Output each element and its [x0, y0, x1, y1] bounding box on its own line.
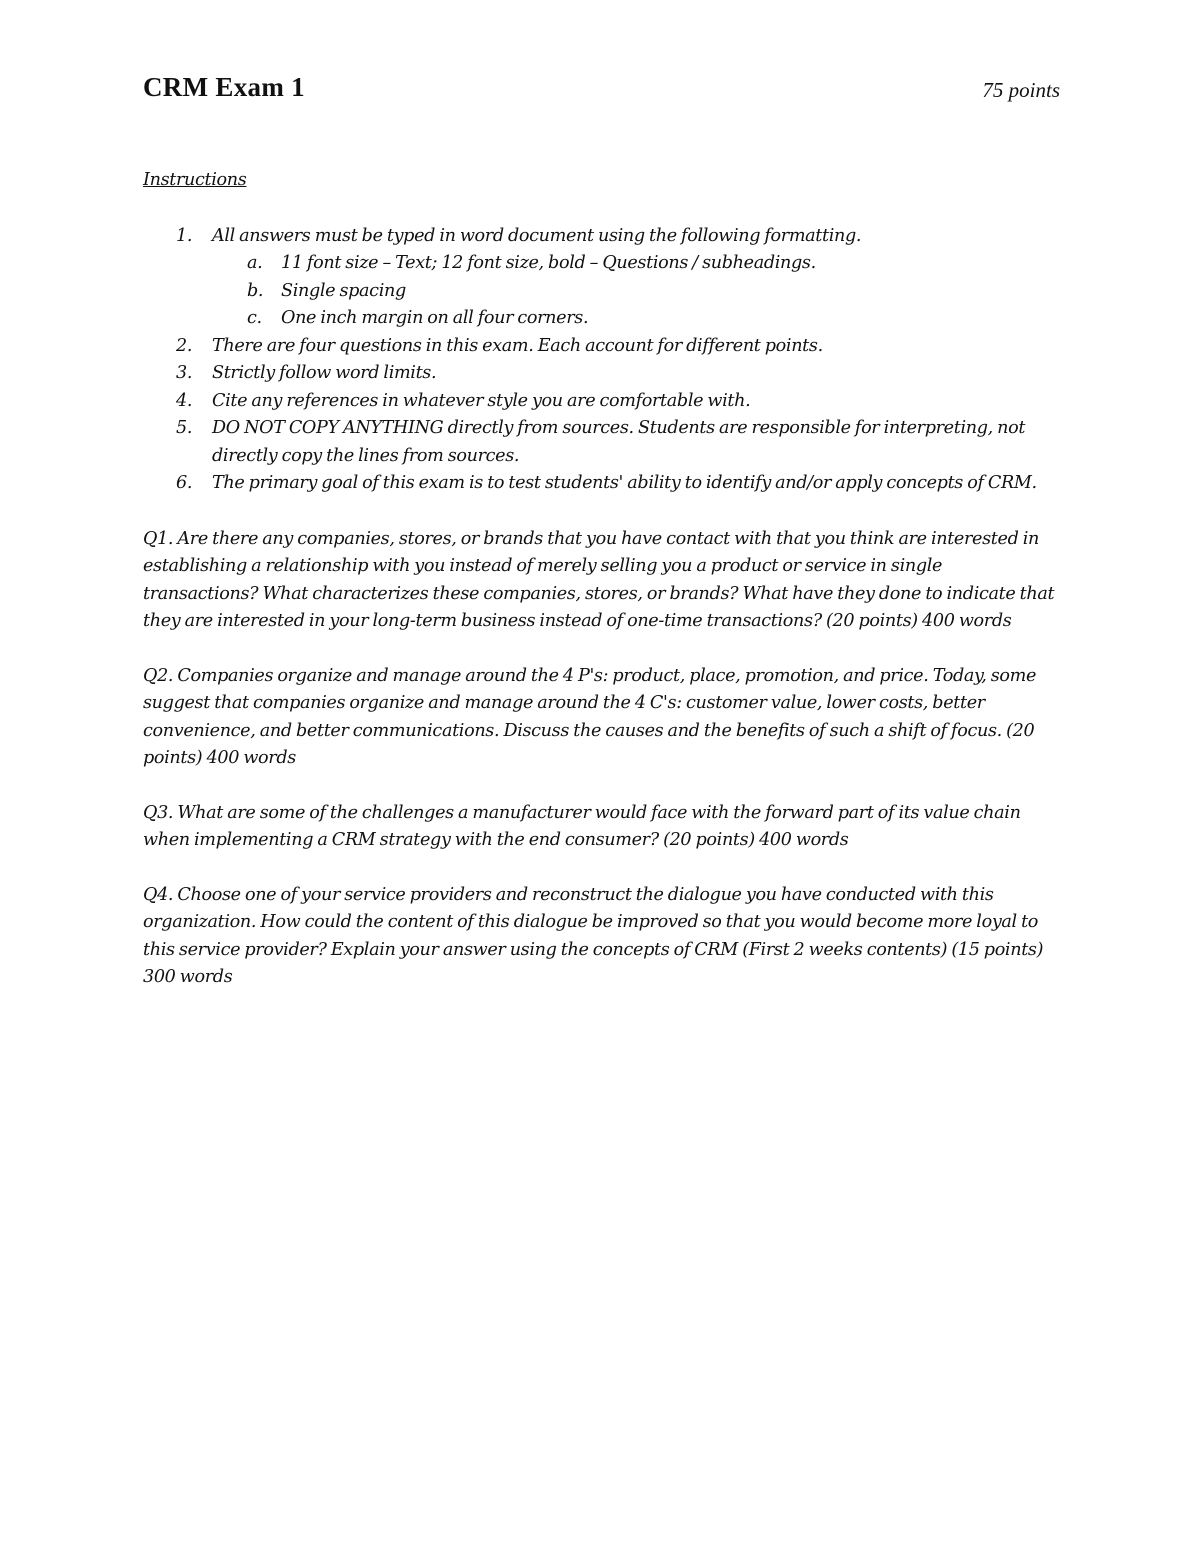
instruction-number: 5.: [176, 418, 193, 438]
page-header: [143, 72, 1060, 112]
instruction-item: [143, 388, 1060, 416]
instruction-text: There are four questions in this exam. Each account for different points.: [212, 335, 823, 356]
sub-instruction-letter: a.: [247, 253, 263, 273]
formatting-sublist: [212, 250, 1060, 333]
sub-instruction-item: [212, 250, 1060, 278]
sub-instruction-text: 11 font size – Text; 12 font size, bold – Questions / subheadings.: [281, 253, 816, 273]
sub-instruction-text: One inch margin on all four corners.: [281, 308, 589, 328]
instruction-item: [143, 360, 1060, 388]
sub-instruction-item: [212, 305, 1060, 333]
instruction-number: 3.: [176, 363, 193, 383]
instruction-number: 1.: [176, 225, 193, 246]
exam-content: [143, 167, 1060, 992]
instruction-text: All answers must be typed in word document using the following formatting.: [212, 225, 862, 246]
instruction-text: DO NOT COPY ANYTHING directly from sources. Students are responsible for interpreting, not directly copy the lines from sources.: [212, 418, 1026, 466]
sub-instruction-text: Single spacing: [281, 280, 406, 301]
instruction-text: Cite any references in whatever style you are comfortable with.: [212, 390, 751, 411]
instruction-text: Strictly follow word limits.: [212, 363, 437, 383]
exam-title: CRM Exam 1: [143, 72, 305, 102]
instructions-list: [143, 223, 1060, 498]
instructions-heading: Instructions: [143, 170, 247, 190]
question-4: Q4. Choose one of your service providers and reconstruct the dialogue you have conducted with this organization. How could the content of this dialogue be improved so that you would become more loyal to this service provider? Explain your answer using the concepts of CRM (First 2 weeks contents) (15 points) 300 words: [143, 884, 1044, 987]
instruction-number: 6.: [176, 473, 193, 493]
sub-instruction-item: [212, 278, 1060, 306]
sub-instruction-letter: c.: [247, 308, 262, 328]
question-3: Q3. What are some of the challenges a manufacturer would face with the forward part of its value chain when implementing a CRM strategy with the end consumer? (20 points) 400 words: [143, 802, 1021, 850]
total-points: 75 points: [982, 78, 1060, 102]
instruction-item: [143, 415, 1060, 470]
instruction-number: 4.: [176, 390, 193, 411]
question-2: Q2. Companies organize and manage around the 4 P's: product, place, promotion, and price. Today, some suggest that companies organize and manage around the 4 C's: customer value, lower costs, better convenience, and better communications. Discuss the causes and the benefits of such a shift of focus. (20 points) 400 words: [143, 665, 1037, 768]
instruction-number: 2.: [176, 335, 193, 356]
instruction-text: The primary goal of this exam is to test students' ability to identify and/or apply concepts of CRM.: [212, 473, 1037, 493]
question-1: Q1. Are there any companies, stores, or brands that you have contact with that you think are interested in establishing a relationship with you instead of merely selling you a product or service in single transactions? What characterizes these companies, stores, or brands? What have they done to indicate that they are interested in your long-term business instead of one-time transactions? (20 points) 400 words: [143, 528, 1055, 631]
instruction-item: [143, 470, 1060, 498]
sub-instruction-letter: b.: [247, 280, 264, 301]
instruction-item: [143, 333, 1060, 361]
instruction-item: [143, 223, 1060, 333]
